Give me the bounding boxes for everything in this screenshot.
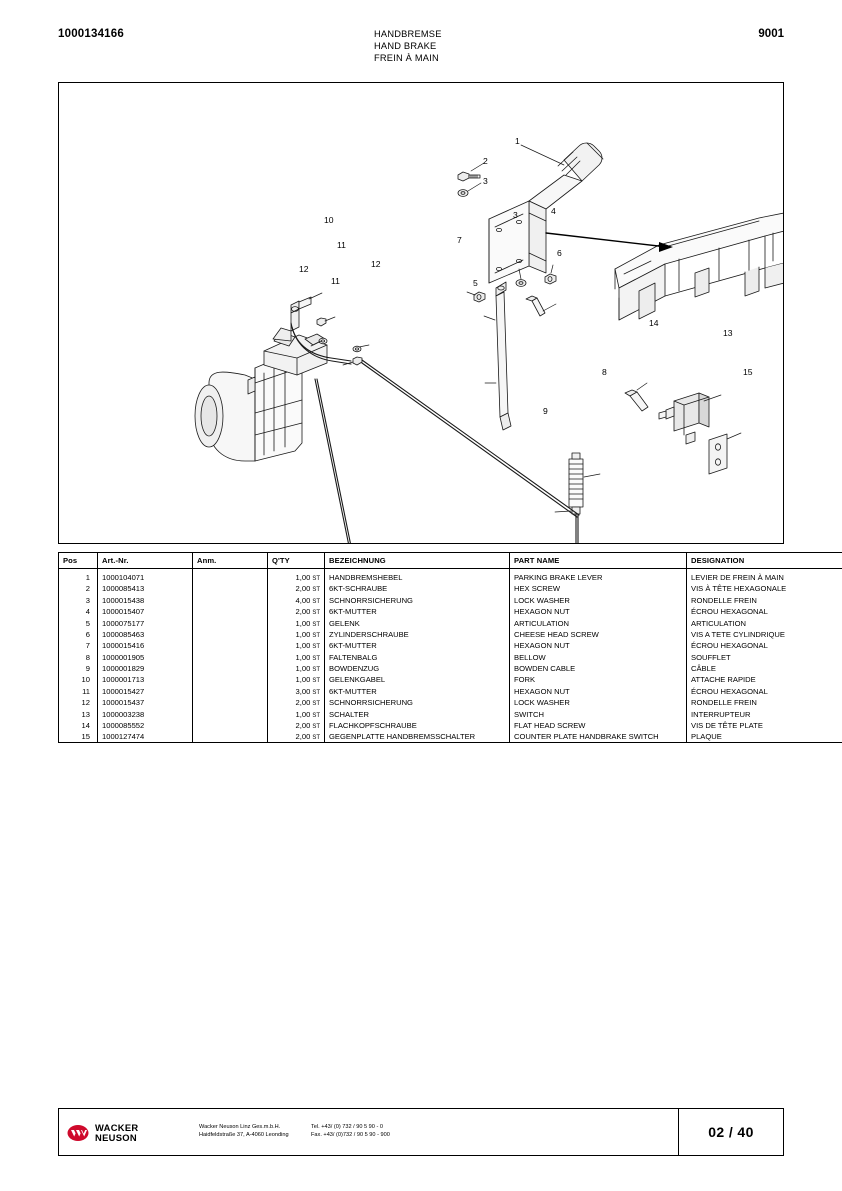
table-row: [59, 674, 842, 685]
cell-pos: 6: [59, 629, 98, 640]
callout-5: 5: [473, 278, 478, 288]
lock-washer-3b: [516, 280, 526, 287]
company-name: [95, 1123, 138, 1143]
page-code: 9001: [758, 28, 784, 40]
cell-pos: 3: [59, 595, 98, 606]
bellow-8: [569, 453, 583, 514]
title-en: HAND BRAKE: [374, 41, 437, 52]
cell-qty: 1,00 ST: [268, 674, 325, 685]
table-row: [59, 569, 842, 584]
cell-part-name: COUNTER PLATE HANDBRAKE SWITCH: [510, 731, 687, 743]
cell-part-name: PARKING BRAKE LEVER: [510, 569, 687, 584]
cell-qty: 3,00 ST: [268, 686, 325, 697]
cell-anm: [193, 595, 268, 606]
cell-pos: 8: [59, 651, 98, 662]
cell-article-number: 1000003238: [98, 708, 193, 719]
cell-designation: ÉCROU HEXAGONAL: [687, 640, 842, 651]
cell-bezeichnung: SCHNORRSICHERUNG: [325, 697, 510, 708]
counter-plate-15: [709, 434, 727, 474]
cell-designation: CÂBLE: [687, 663, 842, 674]
cell-pos: 11: [59, 686, 98, 697]
cell-anm: [193, 569, 268, 584]
cell-bezeichnung: BOWDENZUG: [325, 663, 510, 674]
fork-10: [291, 297, 311, 331]
parts-table: [58, 552, 842, 743]
cell-anm: [193, 720, 268, 731]
callout-2: 2: [483, 156, 488, 166]
cell-anm: [193, 617, 268, 628]
table-row: [59, 595, 842, 606]
page-indicator: 02 / 40: [678, 1109, 783, 1155]
fax-line: Fax. +43/ (0)732 / 90 5 90 - 900: [311, 1132, 390, 1138]
hexagon-nut-11a: [317, 318, 326, 326]
cell-article-number: 1000015416: [98, 640, 193, 651]
callout-4: 4: [551, 206, 556, 216]
cell-pos: 14: [59, 720, 98, 731]
table-row: [59, 640, 842, 651]
exploded-view-illustration: [58, 82, 784, 544]
callout-1: 1: [515, 136, 520, 146]
header-designation: DESIGNATION: [687, 553, 842, 569]
table-header-row: [59, 553, 842, 569]
cell-bezeichnung: GELENKGABEL: [325, 674, 510, 685]
cell-qty: 2,00 ST: [268, 583, 325, 594]
cell-bezeichnung: GEGENPLATTE HANDBREMSSCHALTER: [325, 731, 510, 743]
company-address: [199, 1123, 289, 1139]
table-row: [59, 606, 842, 617]
table-row: [59, 686, 842, 697]
cell-article-number: 1000015427: [98, 686, 193, 697]
cell-anm: [193, 697, 268, 708]
cell-part-name: LOCK WASHER: [510, 595, 687, 606]
page-header: [58, 28, 784, 74]
callout-9: 9: [543, 406, 548, 416]
cell-qty: 1,00 ST: [268, 663, 325, 674]
assembly-titles: [374, 28, 442, 65]
lock-washer-3a: [458, 190, 468, 197]
callout-6: 6: [557, 248, 562, 258]
cell-qty: 1,00 ST: [268, 708, 325, 719]
table-row: [59, 697, 842, 708]
cell-designation: VIS À TÊTE HEXAGONALE: [687, 583, 842, 594]
cell-article-number: 1000015407: [98, 606, 193, 617]
cell-bezeichnung: 6KT-SCHRAUBE: [325, 583, 510, 594]
cell-bezeichnung: FALTENBALG: [325, 651, 510, 662]
cell-designation: VIS A TETE CYLINDRIQUE: [687, 629, 842, 640]
cell-designation: RONDELLE FREIN: [687, 697, 842, 708]
cell-part-name: HEXAGON NUT: [510, 686, 687, 697]
cell-article-number: 1000085463: [98, 629, 193, 640]
cell-qty: 2,00 ST: [268, 720, 325, 731]
callout-12b: 12: [371, 259, 381, 269]
cell-article-number: 1000015437: [98, 697, 193, 708]
cell-anm: [193, 663, 268, 674]
callout-10: 10: [324, 215, 334, 225]
cell-article-number: 1000001905: [98, 651, 193, 662]
callout-15: 15: [743, 367, 753, 377]
cell-part-name: HEX SCREW: [510, 583, 687, 594]
cell-article-number: 1000085413: [98, 583, 193, 594]
articulation-rod-5: [496, 282, 511, 430]
cell-anm: [193, 583, 268, 594]
cell-anm: [193, 606, 268, 617]
switch-13: [659, 393, 709, 444]
cell-qty: 1,00 ST: [268, 569, 325, 584]
cell-qty: 2,00 ST: [268, 606, 325, 617]
cell-designation: ÉCROU HEXAGONAL: [687, 606, 842, 617]
cell-designation: RONDELLE FREIN: [687, 595, 842, 606]
callout-7: 7: [457, 235, 462, 245]
cell-designation: PLAQUE: [687, 731, 842, 743]
hexagon-nut-7: [474, 292, 485, 302]
cell-anm: [193, 640, 268, 651]
cell-qty: 4,00 ST: [268, 595, 325, 606]
parts-table-container: [58, 552, 787, 743]
callout-8: 8: [602, 367, 607, 377]
cell-qty: 1,00 ST: [268, 629, 325, 640]
hexagon-nut-11b: [353, 357, 362, 365]
company-name-line1: WACKER: [95, 1122, 139, 1133]
callout-3b: 3: [513, 210, 518, 220]
table-row: [59, 663, 842, 674]
cell-bezeichnung: 6KT-MUTTER: [325, 606, 510, 617]
title-de: HANDBREMSE: [374, 29, 442, 39]
callout-12a: 12: [299, 264, 309, 274]
cell-bezeichnung: 6KT-MUTTER: [325, 686, 510, 697]
table-row: [59, 583, 842, 594]
cell-qty: 1,00 ST: [268, 651, 325, 662]
cell-part-name: FORK: [510, 674, 687, 685]
cell-qty: 1,00 ST: [268, 617, 325, 628]
cell-part-name: FLAT HEAD SCREW: [510, 720, 687, 731]
company-logo: [67, 1121, 187, 1147]
title-fr: FREIN À MAIN: [374, 53, 439, 64]
cell-pos: 4: [59, 606, 98, 617]
cell-bezeichnung: SCHALTER: [325, 708, 510, 719]
cell-pos: 13: [59, 708, 98, 719]
lock-washer-12a: [319, 338, 327, 344]
cell-bezeichnung: FLACHKOPFSCHRAUBE: [325, 720, 510, 731]
cell-bezeichnung: SCHNORRSICHERUNG: [325, 595, 510, 606]
address-line2: Haidfeldstraße 37, A-4060 Leonding: [199, 1132, 289, 1138]
callout-11b: 11: [331, 276, 340, 286]
cell-designation: SOUFFLET: [687, 651, 842, 662]
cell-article-number: 1000104071: [98, 569, 193, 584]
cell-designation: ARTICULATION: [687, 617, 842, 628]
table-row: [59, 720, 842, 731]
machine-frame: [615, 212, 783, 320]
table-row: [59, 651, 842, 662]
cell-anm: [193, 731, 268, 743]
cell-designation: ATTACHE RAPIDE: [687, 674, 842, 685]
cell-article-number: 1000075177: [98, 617, 193, 628]
cheese-head-screw-6: [526, 296, 545, 316]
cell-bezeichnung: ZYLINDERSCHRAUBE: [325, 629, 510, 640]
cell-designation: LEVIER DE FREIN À MAIN: [687, 569, 842, 584]
cell-designation: VIS DE TÊTE PLATE: [687, 720, 842, 731]
cell-anm: [193, 651, 268, 662]
cell-qty: 1,00 ST: [268, 640, 325, 651]
cell-pos: 9: [59, 663, 98, 674]
cell-bezeichnung: GELENK: [325, 617, 510, 628]
cell-pos: 12: [59, 697, 98, 708]
cell-part-name: ARTICULATION: [510, 617, 687, 628]
parts-table-body: [59, 569, 842, 743]
company-contact: [311, 1123, 390, 1139]
cell-anm: [193, 686, 268, 697]
table-row: [59, 731, 842, 743]
callout-14: 14: [649, 318, 659, 328]
cell-article-number: 1000015438: [98, 595, 193, 606]
cell-part-name: HEXAGON NUT: [510, 640, 687, 651]
cell-designation: INTERRUPTEUR: [687, 708, 842, 719]
cell-part-name: SWITCH: [510, 708, 687, 719]
cell-qty: 2,00 ST: [268, 697, 325, 708]
table-row: [59, 617, 842, 628]
cell-part-name: HEXAGON NUT: [510, 606, 687, 617]
header-qty: Q'TY: [268, 553, 325, 569]
cell-bezeichnung: HANDBREMSHEBEL: [325, 569, 510, 584]
callout-11a: 11: [337, 240, 346, 250]
parts-diagram-svg: [59, 83, 783, 543]
flat-head-screw-14: [625, 390, 648, 411]
header-part-name: PART NAME: [510, 553, 687, 569]
company-name-line2: NEUSON: [95, 1132, 137, 1143]
cell-part-name: LOCK WASHER: [510, 697, 687, 708]
cell-pos: 5: [59, 617, 98, 628]
header-anm: Anm.: [193, 553, 268, 569]
cell-part-name: BOWDEN CABLE: [510, 663, 687, 674]
cell-pos: 1: [59, 569, 98, 584]
cell-qty: 2,00 ST: [268, 731, 325, 743]
cell-article-number: 1000085552: [98, 720, 193, 731]
hex-screw-2: [458, 172, 480, 181]
cell-pos: 7: [59, 640, 98, 651]
cell-anm: [193, 708, 268, 719]
cell-pos: 10: [59, 674, 98, 685]
cell-part-name: BELLOW: [510, 651, 687, 662]
header-pos: Pos: [59, 553, 98, 569]
table-row: [59, 708, 842, 719]
callout-3a: 3: [483, 176, 488, 186]
document-number: 1000134166: [58, 28, 124, 40]
cell-pos: 15: [59, 731, 98, 743]
cell-designation: ÉCROU HEXAGONAL: [687, 686, 842, 697]
header-article-number: Art.-Nr.: [98, 553, 193, 569]
cell-article-number: 1000001713: [98, 674, 193, 685]
cell-anm: [193, 629, 268, 640]
cell-pos: 2: [59, 583, 98, 594]
hexagon-nut-4: [545, 274, 556, 284]
page-footer: [58, 1108, 784, 1156]
cell-anm: [193, 674, 268, 685]
telephone-line: Tel. +43/ (0) 732 / 90 5 90 - 0: [311, 1124, 383, 1130]
cell-article-number: 1000001829: [98, 663, 193, 674]
table-row: [59, 629, 842, 640]
engine-assembly: [195, 328, 327, 461]
cell-article-number: 1000127474: [98, 731, 193, 743]
address-line1: Wacker Neuson Linz Ges.m.b.H.: [199, 1124, 281, 1130]
cell-part-name: CHEESE HEAD SCREW: [510, 629, 687, 640]
header-bezeichnung: BEZEICHNUNG: [325, 553, 510, 569]
callout-13: 13: [723, 328, 733, 338]
wacker-neuson-logo-icon: [67, 1123, 89, 1143]
cell-bezeichnung: 6KT-MUTTER: [325, 640, 510, 651]
